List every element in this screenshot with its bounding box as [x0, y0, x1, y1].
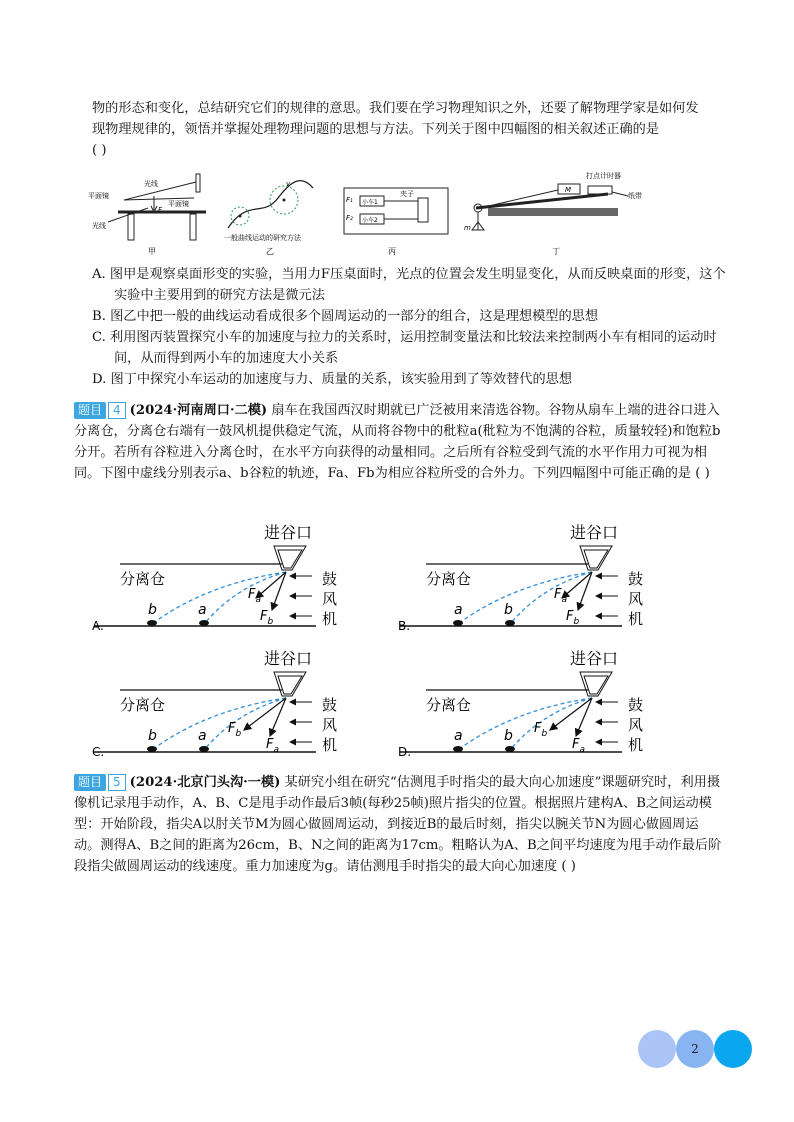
q3-option-d: D. 图丁中探究小车运动的加速度与力、质量的关系，该实验用到了等效替代的思想	[92, 372, 573, 387]
answer-paren: ( )	[695, 466, 710, 481]
chamber-label: 分离仓	[426, 570, 472, 588]
question-5	[74, 772, 724, 877]
page-decor-circle	[638, 1030, 676, 1068]
label-ji: 机	[322, 610, 338, 628]
page-number: 2	[691, 1042, 699, 1056]
label-pingmianjing-left: 平面镜	[88, 192, 109, 200]
question-source: (2024·北京门头沟·一模)	[129, 775, 281, 790]
page-decor-circle-right	[714, 1030, 752, 1068]
answer-paren: ( )	[561, 859, 576, 874]
label-b: b	[504, 602, 513, 618]
inlet-label: 进谷口	[570, 523, 619, 542]
label-gu: 鼓	[628, 570, 644, 588]
question-source: (2024·河南周口·二模)	[129, 403, 268, 418]
label-yi: 乙	[266, 247, 274, 256]
q3-options	[92, 264, 732, 390]
label-gu: 鼓	[322, 570, 338, 588]
label-b: b	[148, 602, 157, 618]
label-clamp: 夹子	[400, 190, 414, 198]
label-fb: $F_b$	[228, 721, 242, 739]
intro-line-2: 现物理规律的，领悟并掌握处理物理问题的思想与方法。下列关于图中四幅图的相关叙述正确的是	[92, 122, 660, 137]
q3-option-a: A. 图甲是观察桌面形变的实验，当用力F压桌面时，光点的位置会发生明显变化，从而反映桌面的形变，这个实验中主要用到的研究方法是微元法	[92, 267, 726, 303]
answer-paren: ( )	[92, 143, 107, 158]
label-gu: 鼓	[628, 696, 644, 714]
fig-jia	[88, 174, 206, 256]
question-text: 扇车在我国西汉时期就已广泛被用来清选谷物。谷物从扇车上端的进谷口进入分离仓，分离仓右端有一鼓风机提供稳定气流，从而将谷物中的秕粒a(秕粒为不饱满的谷粒，质量较轻)和饱粒b分开。若所有谷粒进入分离仓时，在水平方向获得的动量相同。之后所有谷粒受到气流的水平作用力可视为相同。下图中虚线分别表示a、b谷粒的轨迹，Fa、Fb为相应谷粒所受的合外力。下列四幅图中可能正确的是	[74, 403, 721, 481]
label-feng: 风	[322, 716, 338, 734]
q4-diagrams	[86, 514, 716, 764]
label-a: a	[454, 728, 463, 744]
label-car2: 小车2	[362, 217, 378, 224]
chamber-label: 分离仓	[120, 570, 166, 588]
question-tag: 题目	[74, 774, 106, 791]
label-timer: 打点计时器	[586, 172, 621, 180]
question-text: 某研究小组在研究“估测甩手时指尖的最大向心加速度”课题研究时，利用摄像机记录甩手动作，A、B、C是甩手动作最后3帧(每秒25帧)照片指尖的位置。根据照片建构A、B之间运动模型：开始阶段，指尖A以肘关节M为圆心做圆周运动，到接近B的最后时刻，指尖以腕关节N为圆心做圆周运动。测得A、B之间的距离为26cm，B、N之间的距离为17cm。粗略认为A、B之间平均速度为甩手动作最后阶段指尖做圆周运动的线速度。重力加速度为g。请估测甩手时指尖的最大向心加速度	[74, 775, 722, 874]
label-f2: F₂	[346, 214, 353, 222]
panel-d	[398, 649, 643, 759]
question-number: 4	[108, 402, 126, 419]
chamber-label: 分离仓	[426, 696, 472, 714]
fig-row-jia-yi-bing-ding	[88, 168, 728, 260]
label-guangxian-top: 光线	[144, 180, 158, 188]
label-a: a	[198, 602, 207, 618]
chamber-label: 分离仓	[120, 696, 166, 714]
label-fa: $F_a$	[266, 737, 279, 755]
question-tag: 题目	[74, 402, 106, 419]
label-v: v	[286, 180, 291, 188]
label-option-d: D.	[398, 745, 412, 759]
inlet-label: 进谷口	[264, 523, 313, 542]
label-f1: F₁	[346, 196, 353, 204]
inlet-label: 进谷口	[570, 649, 619, 668]
intro-paragraph	[92, 98, 722, 161]
label-ji: 机	[628, 610, 644, 628]
label-option-a: A.	[92, 619, 104, 633]
fig-yi	[224, 180, 313, 256]
label-m-small: m	[464, 224, 471, 232]
page-number-badge	[676, 1030, 714, 1068]
label-ding: 丁	[552, 247, 560, 256]
inlet-label: 进谷口	[264, 649, 313, 668]
label-gu: 鼓	[322, 696, 338, 714]
label-jia: 甲	[148, 247, 156, 256]
panel-b	[398, 523, 643, 633]
label-a: a	[198, 728, 207, 744]
q3-option-b: B. 图乙中把一般的曲线运动看成很多个圆周运动的一部分的组合，这是理想模型的思想	[92, 309, 599, 324]
label-ji: 机	[628, 736, 644, 754]
label-fa: $F_a$	[572, 737, 585, 755]
label-fb: $F_b$	[260, 609, 274, 627]
question-number: 5	[108, 774, 126, 791]
question-4	[74, 400, 724, 484]
label-fa: $F_a$	[554, 587, 567, 605]
panel-c	[92, 649, 337, 759]
label-feng: 风	[322, 590, 338, 608]
label-b: b	[148, 728, 157, 744]
label-paper: 纸带	[628, 192, 642, 200]
label-car1: 小车1	[362, 199, 378, 206]
label-guangxian-bottom: 光线	[92, 222, 106, 230]
fig-bing	[344, 188, 448, 256]
label-fa: $F_a$	[248, 587, 261, 605]
label-ji: 机	[322, 736, 338, 754]
panel-a	[92, 523, 337, 633]
label-b: b	[504, 728, 513, 744]
q3-option-c: C. 利用图丙装置探究小车的加速度与拉力的关系时，运用控制变量法和比较法来控制两小车有相同的运动时间，从而得到两小车的加速度大小关系	[92, 330, 717, 366]
label-force-f: F	[158, 206, 163, 214]
label-fb: $F_b$	[534, 721, 548, 739]
label-feng: 风	[628, 590, 644, 608]
label-curve-caption: 一般曲线运动的研究方法	[224, 234, 301, 242]
label-a: a	[454, 602, 463, 618]
intro-line-1: 物的形态和变化，总结研究它们的规律的意思。我们要在学习物理知识之外，还要了解物理学家是如何发	[92, 101, 699, 116]
label-bing: 丙	[388, 247, 396, 256]
fig-ding	[464, 171, 642, 256]
label-feng: 风	[628, 716, 644, 734]
label-pingmianjing-right: 平面镜	[168, 200, 189, 208]
label-option-c: C.	[92, 745, 105, 759]
label-m-big: M	[565, 186, 572, 194]
label-option-b: B.	[398, 619, 411, 633]
label-fb: $F_b$	[566, 609, 580, 627]
